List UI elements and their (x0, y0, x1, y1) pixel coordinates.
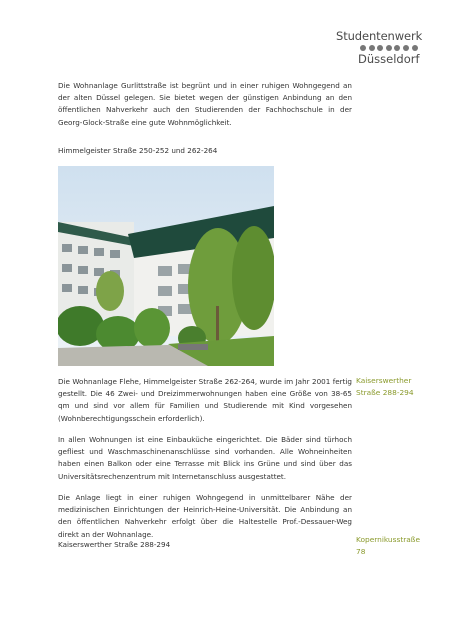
section-heading-himmelgeister: Himmelgeister Straße 250-252 und 262-264 (58, 146, 218, 155)
body-text-2: In allen Wohnungen ist eine Einbauküche eingerichtet. Die Bäder sind türhoch gefliest und Waschmaschinenanschlüsse sind vorhanden. Alle Wohneinheiten haben einen Balkon oder eine Terrasse mit Blick ins Grüne und sind über das Universitätsrechenzentrum mit Internetanschluss ausgestattet. (58, 435, 352, 481)
body-paragraph-2 (58, 434, 352, 483)
body-text-3: Die Anlage liegt in einer ruhigen Wohngegend in unmittelbarer Nähe der medizinischen Einrichtungen der Heinrich-Heine-Universität. Die Anbindung an den öffentlichen Nahverkehr erfolgt über die Haltestelle Prof.-Dessauer-Weg direkt an der Wohnanlage. (58, 493, 352, 539)
section-heading-kaiserswerther: Kaiserswerther Straße 288-294 (58, 540, 171, 549)
logo-dot (369, 45, 375, 51)
logo-dot (377, 45, 383, 51)
intro-paragraph (58, 80, 352, 129)
logo-dot (403, 45, 409, 51)
logo-line1: Studentenwerk (336, 29, 423, 43)
logo-line2: Düsseldorf (358, 52, 420, 66)
margin-note-kaiserswerther: Kaiserswerther Straße 288-294 (356, 376, 414, 397)
logo-dots (360, 45, 426, 51)
margin-note-kopernikus: Kopernikusstraße 78 (356, 535, 420, 556)
logo-dot (394, 45, 400, 51)
logo-dot (386, 45, 392, 51)
body-paragraph-3 (58, 492, 352, 541)
body-text-1: Die Wohnanlage Flehe, Himmelgeister Straße 262-264, wurde im Jahr 2001 fertig gestellt. Die 46 Zwei- und Dreizimmerwohnungen haben eine Größe von 38-65 qm und sind vor allem für Familien und Studierende mit Kind vorgesehen (Wohnberechtigungsschein erforderlich). (58, 377, 352, 423)
intro-text: Die Wohnanlage Gurlittstraße ist begrünt und in einer ruhigen Wohngegend an der alten Düssel gelegen. Sie bietet wegen der günstigen Anbindung an den öffentlichen Nahverkehr auch den Studierenden der Fachhochschule in der Georg-Glock-Straße eine gute Wohnmöglichkeit. (58, 81, 352, 127)
studentenwerk-logo (336, 30, 426, 65)
residence-photo (58, 166, 274, 366)
body-paragraph-1 (58, 376, 352, 425)
logo-dot (360, 45, 366, 51)
logo-dot (412, 45, 418, 51)
